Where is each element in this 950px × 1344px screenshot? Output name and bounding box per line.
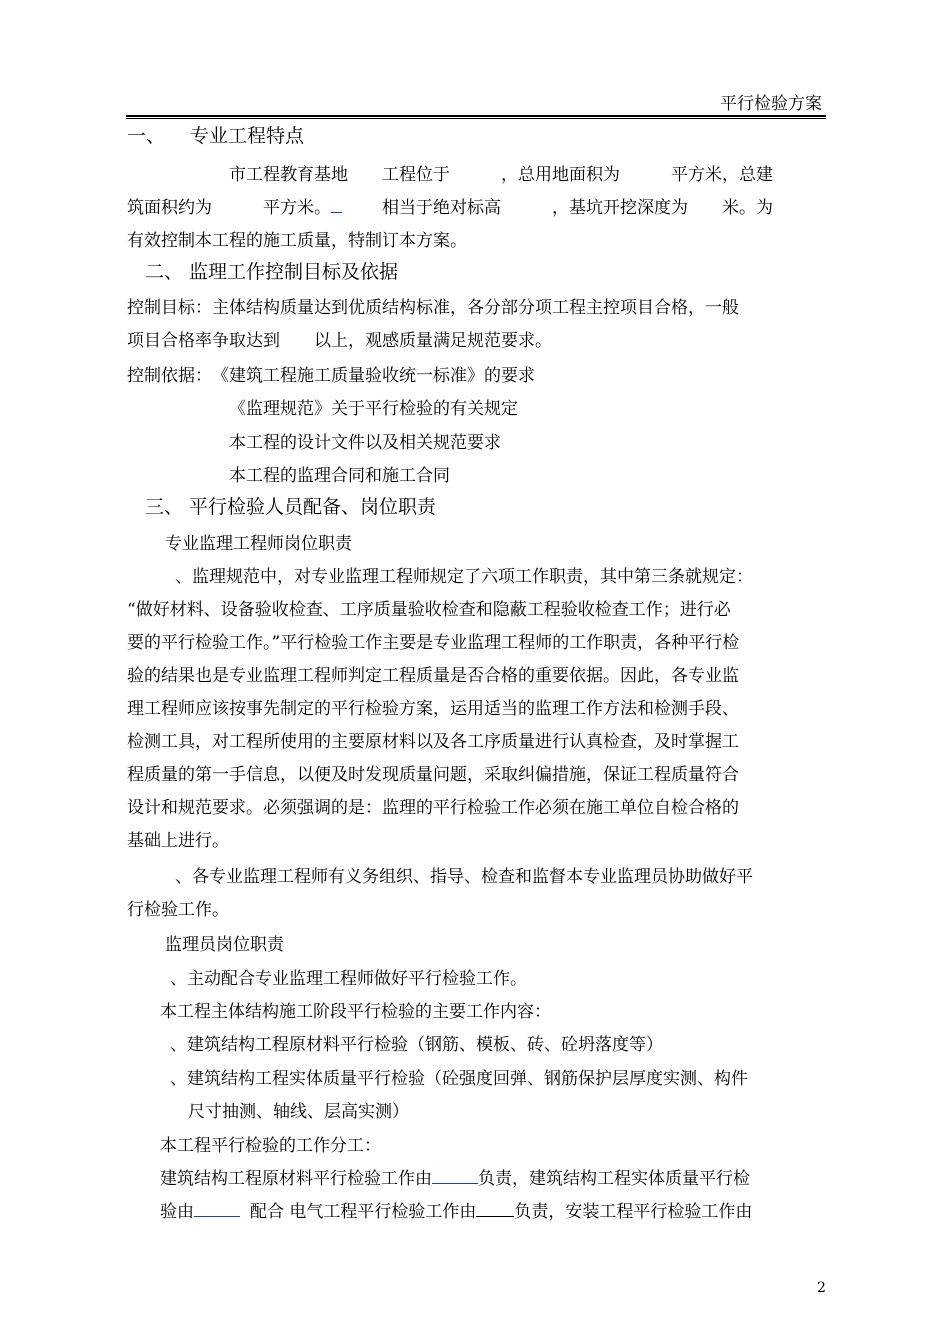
section1-heading: 专业工程特点 (190, 125, 305, 147)
duties-paragraph-line: 要的平行检验工作。”平行检验工作主要是专业监理工程师的工作职责，各种平行检 (127, 633, 740, 653)
work-content-title: 本工程主体结构施工阶段平行检验的主要工作内容： (160, 1002, 551, 1022)
section1-heading-number: 一、 (127, 125, 166, 147)
work-content-item2-line1: 、建筑结构工程实体质量平行检验（砼强度回弹、钢筋保护层厚度实测、构件 (170, 1069, 748, 1089)
blank-underline (432, 1169, 478, 1184)
division-line2b: 配合 电气工程平行检验工作由 (250, 1202, 477, 1222)
section1-line2a: 筑面积约为 平方米。 (127, 198, 331, 218)
duties-paragraph-line: “做好材料、设备验收检查、工序质量验收检查和隐蔽工程验收检查工作；进行必 (127, 600, 731, 620)
duties-paragraph-line: 基础上进行。 (127, 831, 229, 851)
section1-line1: 市工程教育基地 工程位于 ，总用地面积为 平方米，总建 (229, 165, 773, 185)
supervisor-duty-item: 、主动配合专业监理工程师做好平行检验工作。 (170, 969, 527, 989)
duties-paragraph2-line: 行检验工作。 (127, 900, 229, 920)
control-goal-line1: 控制目标：主体结构质量达到优质结构标准，各分部分项工程主控项目合格，一般 (127, 298, 739, 318)
blank-underline (476, 1202, 514, 1217)
control-basis-line2: 《监理规范》关于平行检验的有关规定 (229, 399, 518, 419)
division-title: 本工程平行检验的工作分工： (160, 1136, 381, 1156)
section1-line2 (127, 193, 773, 218)
division-line2 (160, 1197, 752, 1222)
control-basis-line3: 本工程的设计文件以及相关规范要求 (229, 433, 501, 453)
duties-paragraph-line: 程质量的第一手信息，以便及时发现质量问题，采取纠偏措施，保证工程质量符合 (127, 765, 739, 785)
section2-heading: 二、 监理工作控制目标及依据 (145, 261, 399, 283)
duties-paragraph-line: 理工程师应该按事先制定的平行检验方案，运用适当的监理工作方法和检测手段、 (127, 699, 739, 719)
section1-line2b: 相当于绝对标高 ，基坑开挖深度为 米。为 (382, 198, 773, 218)
control-basis-line1: 控制依据： 《建筑工程施工质量验收统一标准》的要求 (127, 366, 535, 386)
blank-underline (194, 1202, 240, 1217)
duties-paragraph-line: 、监理规范中，对专业监理工程师规定了六项工作职责，其中第三条就规定： (175, 567, 753, 587)
control-goal-line2: 项目合格率争取达到 以上，观感质量满足规范要求。 (127, 331, 552, 351)
division-line1 (160, 1164, 750, 1189)
duties-paragraph-line: 检测工具，对工程所使用的主要原材料以及各工序质量进行认真检查，及时掌握工 (127, 732, 739, 752)
header-rule (126, 115, 826, 119)
division-line1b: 负责，建筑结构工程实体质量平行检 (478, 1169, 750, 1189)
division-line1a: 建筑结构工程原材料平行检验工作由 (160, 1169, 432, 1189)
section1-line3: 有效控制本工程的施工质量，特制订本方案。 (127, 231, 467, 251)
running-header: 平行检验方案 (720, 94, 822, 114)
work-content-item1: 、建筑结构工程原材料平行检验（钢筋、模板、砖、砼坍落度等） (170, 1035, 663, 1055)
control-basis-line4: 本工程的监理合同和施工合同 (229, 466, 450, 486)
page-number: 2 (817, 1280, 826, 1296)
duties-paragraph2-line: 、各专业监理工程师有义务组织、指导、检查和监督本专业监理员协助做好平 (175, 867, 753, 887)
section3-heading: 三、 平行检验人员配备、岗位职责 (145, 496, 437, 518)
division-line2c: 负责，安装工程平行检验工作由 (514, 1202, 753, 1222)
duties-paragraph-line: 验的结果也是专业监理工程师判定工程质量是否合格的重要依据。因此，各专业监 (127, 666, 739, 686)
engineer-duties-subheading: 专业监理工程师岗位职责 (165, 534, 352, 554)
blank-underline (331, 198, 342, 213)
work-content-item2-line2: 尺寸抽测、轴线、层高实测） (188, 1102, 409, 1122)
supervisor-duties-subheading: 监理员岗位职责 (165, 935, 284, 955)
division-line2a: 验由 (160, 1202, 194, 1222)
duties-paragraph-line: 设计和规范要求。必须强调的是：监理的平行检验工作必须在施工单位自检合格的 (127, 798, 739, 818)
